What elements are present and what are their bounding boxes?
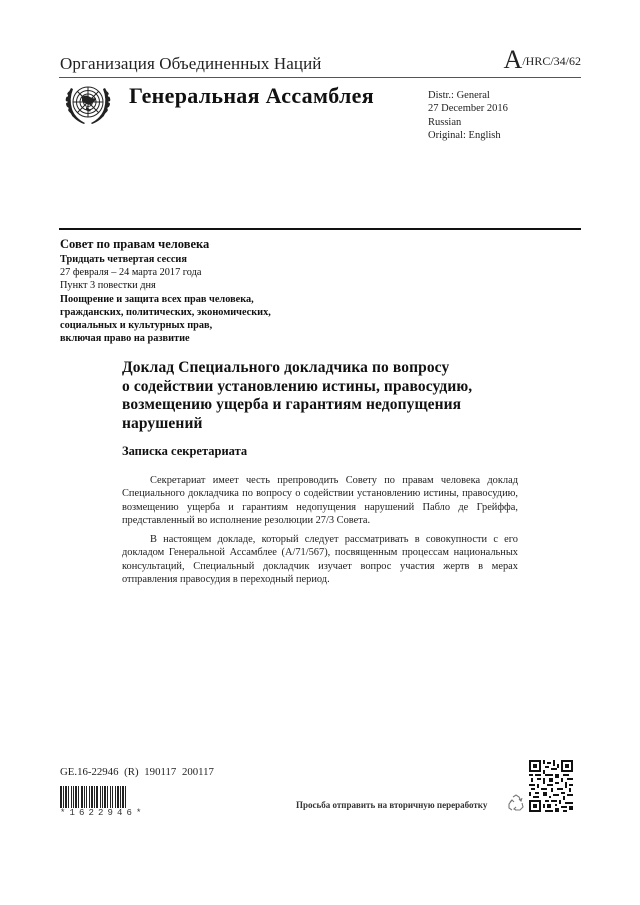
header-rule bbox=[59, 77, 581, 78]
un-emblem-icon bbox=[62, 80, 114, 128]
session-name: Тридцать четвертая сессия bbox=[60, 254, 187, 265]
session-dates: 27 февраля – 24 марта 2017 года bbox=[60, 267, 202, 279]
distr-line: Distr.: General bbox=[428, 90, 490, 101]
original-line: Original: English bbox=[428, 130, 501, 142]
agenda-title-line: включая право на развитие bbox=[60, 333, 190, 345]
agenda-title-line: Поощрение и защита всех прав человека, bbox=[60, 293, 254, 305]
recycle-text: Просьба отправить на вторичную переработку bbox=[296, 800, 488, 810]
date-line: 27 December 2016 bbox=[428, 103, 508, 115]
agenda-title-line: социальных и культурных прав, bbox=[60, 320, 213, 332]
organization-name: Организация Объединенных Наций bbox=[60, 54, 322, 73]
job-number: GE.16-22946 (R) 190117 200117 bbox=[60, 766, 214, 778]
document-symbol bbox=[503, 45, 581, 74]
council-name: Совет по правам человека bbox=[60, 237, 210, 251]
distribution-block bbox=[428, 89, 508, 143]
barcode-text: *1622946* bbox=[60, 808, 146, 818]
report-title-line: о содействии установлению истины, правосудию, bbox=[122, 377, 473, 395]
barcode-icon bbox=[60, 786, 152, 808]
language-line: Russian bbox=[428, 116, 462, 128]
section-rule bbox=[59, 228, 581, 230]
body-paragraph-1: Секретариат имеет честь препроводить Совету по правам человека доклад Специального докладчика по вопросу о содействии установлению истины, правосудию, возмещению ущерба и гарантиям недопущения нарушений Пабло де Грейффа, представленный во исполнение резолюции 27/3 Совета. bbox=[122, 475, 518, 526]
recycle-icon bbox=[506, 793, 526, 813]
body-name: Генеральная Ассамблея bbox=[129, 83, 374, 108]
report-subtitle: Записка секретариата bbox=[122, 444, 248, 458]
report-title-line: Доклад Специального докладчика по вопросу bbox=[122, 359, 450, 376]
symbol-prefix: A bbox=[503, 45, 523, 74]
session-meta bbox=[60, 253, 271, 345]
agenda-item: Пункт 3 повестки дня bbox=[60, 280, 156, 292]
body-paragraph-2: В настоящем докладе, который следует рассматривать в совокупности с его докладом Генеральной Ассамблее (A/71/567), посвященным процессам национальных консультаций, Специальный докладчик изучает вопрос участия жертв в мерах отправления правосудия в переходный период. bbox=[122, 534, 518, 585]
report-title-line: нарушений bbox=[122, 414, 203, 432]
agenda-title-line: гражданских, политических, экономических, bbox=[60, 306, 271, 318]
qr-code-icon bbox=[529, 760, 573, 812]
report-title bbox=[122, 359, 542, 433]
symbol-rest: /HRC/34/62 bbox=[522, 54, 581, 68]
report-title-line: возмещению ущерба и гарантиям недопущения bbox=[122, 396, 462, 413]
